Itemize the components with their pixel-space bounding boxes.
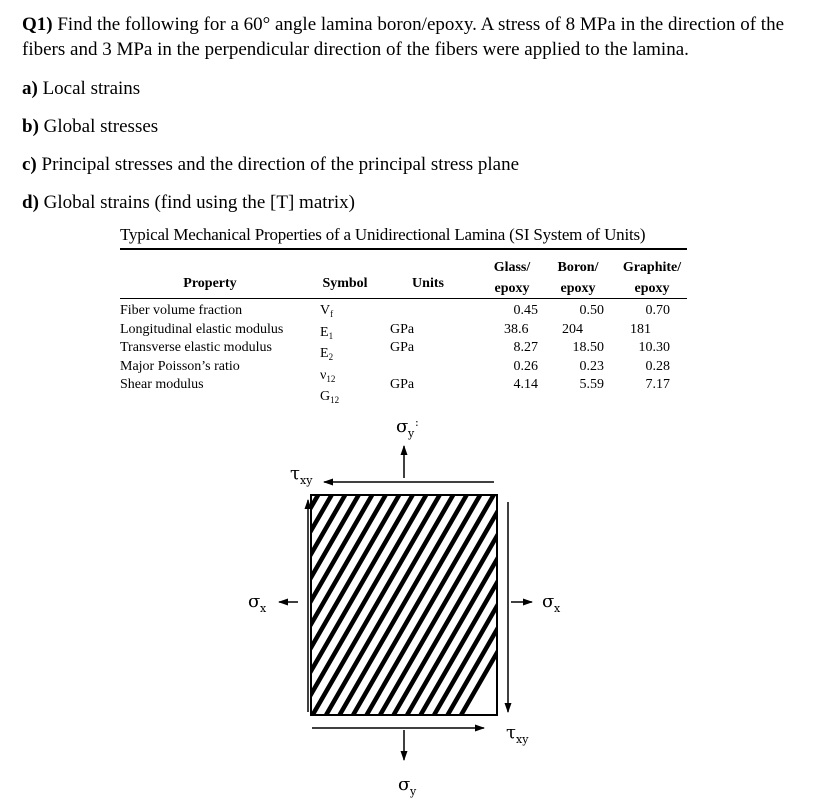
table-row-graphite: 0.28 xyxy=(645,358,670,374)
table-row-graphite: 10.30 xyxy=(638,340,670,355)
symbol-letter: E xyxy=(320,324,329,340)
header-graphite-bottom: epoxy xyxy=(634,281,670,296)
tau-symbol: τ xyxy=(506,722,516,743)
symbol-letter: V xyxy=(320,303,331,318)
sigma-y-bottom-label xyxy=(398,774,417,798)
part-d-letter: d) xyxy=(22,192,39,213)
tau-xy-top-label xyxy=(290,463,313,487)
table-row-boron: 5.59 xyxy=(579,377,604,392)
question-number: Q1) xyxy=(22,14,53,35)
symbol-subscript: f xyxy=(330,309,334,319)
tau-xy-subscript: xy xyxy=(300,474,313,487)
table-caption: Typical Mechanical Properties of a Unidirectional Lamina (SI System of Units) xyxy=(120,225,646,244)
sigma-y-subscript: y xyxy=(410,785,417,798)
header-symbol: Symbol xyxy=(322,276,368,291)
symbol-subscript: 12 xyxy=(326,373,336,384)
symbol-subscript: 2 xyxy=(328,352,334,362)
part-a-letter: a) xyxy=(22,78,38,99)
table-row-property: Longitudinal elastic modulus xyxy=(120,321,284,337)
part-b-letter: b) xyxy=(22,116,39,137)
part-c-text: Principal stresses and the direction of the principal stress plane xyxy=(41,154,520,175)
sigma-y-subscript: y xyxy=(408,427,415,440)
table-row-glass: 8.27 xyxy=(513,340,538,355)
table-row-property: Fiber volume fraction xyxy=(120,303,243,318)
sigma-symbol: σ xyxy=(248,591,261,612)
sigma-x-right-label xyxy=(542,591,561,615)
sigma-x-left-label xyxy=(248,591,267,615)
table-row-units: GPa xyxy=(390,377,415,392)
question-text: Find the following for a 60° angle lamina boron/epoxy. A stress of 8 MPa in the direction of the fibers and 3 MPa in the perpendicular direction of the fibers were applied to the lamina. xyxy=(22,14,785,60)
table-row-graphite: 7.17 xyxy=(645,377,670,392)
symbol-subscript: 1 xyxy=(328,330,334,341)
table-row-glass: 38.6 xyxy=(504,321,529,337)
header-boron-top: Boron/ xyxy=(557,260,599,275)
sigma-x-subscript: x xyxy=(260,602,267,615)
table-row-boron: 0.23 xyxy=(579,358,604,374)
sigma-y-top-label xyxy=(396,416,419,440)
colon-mark: : xyxy=(415,416,419,429)
table-row-property: Shear modulus xyxy=(120,377,204,392)
header-boron-bottom: epoxy xyxy=(560,281,596,296)
sigma-symbol: σ xyxy=(398,774,411,795)
table-row-glass: 4.14 xyxy=(513,377,538,392)
part-c-letter: c) xyxy=(22,154,37,175)
header-graphite-top: Graphite/ xyxy=(622,260,682,275)
table-row-glass: 0.45 xyxy=(513,303,538,318)
symbol-subscript: 12 xyxy=(330,395,340,405)
table-row-property: Transverse elastic modulus xyxy=(120,340,272,355)
table-row-graphite: 181 xyxy=(630,321,651,337)
table-row-units: GPa xyxy=(390,340,415,355)
tau-xy-subscript: xy xyxy=(516,733,529,746)
tau-symbol: τ xyxy=(290,463,300,484)
part-d-text: Global strains (find using the [T] matrix) xyxy=(43,192,355,213)
table-row-boron: 0.50 xyxy=(579,303,604,318)
header-units: Units xyxy=(412,276,444,291)
header-property: Property xyxy=(183,276,237,291)
part-b-text: Global stresses xyxy=(43,116,159,137)
sigma-symbol: σ xyxy=(396,416,409,437)
table-row-boron: 204 xyxy=(562,321,583,337)
header-glass-top: Glass/ xyxy=(493,260,531,275)
symbol-letter: G xyxy=(320,389,331,404)
table-row-units: GPa xyxy=(390,321,415,337)
tau-xy-bottom-label xyxy=(506,722,529,746)
table-row-boron: 18.50 xyxy=(572,340,604,355)
header-glass-bottom: epoxy xyxy=(494,281,530,296)
table-row-glass: 0.26 xyxy=(513,358,538,374)
sigma-symbol: σ xyxy=(542,591,555,612)
symbol-letter: ν xyxy=(320,367,327,383)
table-row-graphite: 0.70 xyxy=(645,303,670,318)
symbol-letter: E xyxy=(320,346,329,361)
part-a-text: Local strains xyxy=(42,78,141,99)
table-row-property: Major Poisson’s ratio xyxy=(120,358,240,374)
sigma-x-subscript: x xyxy=(554,602,561,615)
